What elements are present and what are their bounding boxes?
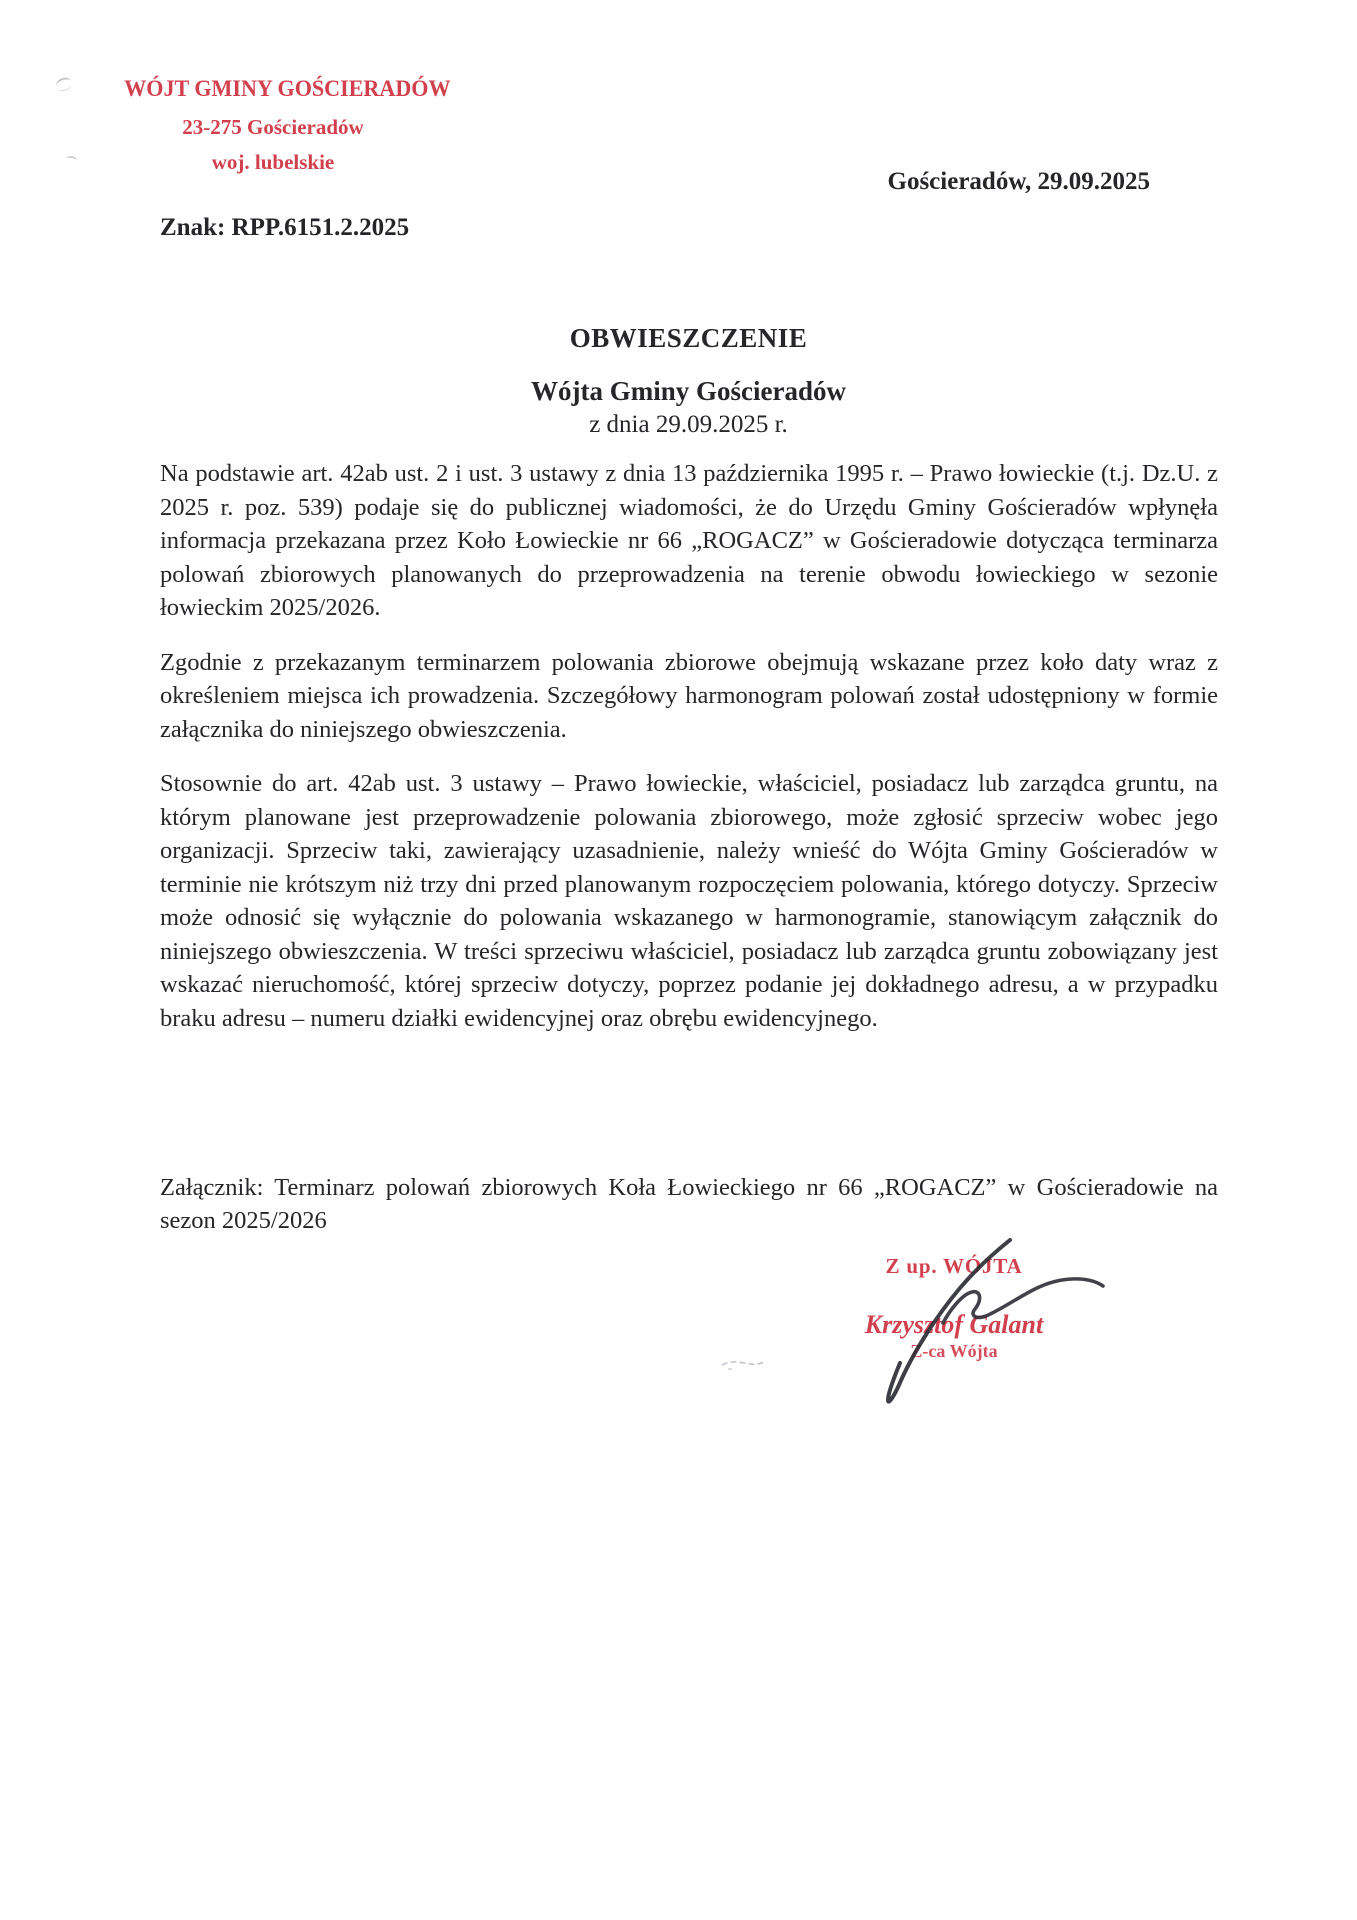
paragraph-hunting-schedule: Zgodnie z przekazanym terminarzem polowania zbiorowe obejmują wskazane przez koło daty wraz z określeniem miejsca ich prowadzenia. Szczegółowy harmonogram polowań został udostępniony w formie załącznika do niniejszego obwieszczenia.: [160, 648, 1218, 743]
scan-artifact: [55, 76, 73, 92]
attachment-note: Załącznik: Terminarz polowań zbiorowych Koła Łowieckiego nr 66 „ROGACZ” w Gościeradowie na sezon 2025/2026: [160, 1173, 1218, 1234]
title-block: [160, 322, 1217, 440]
pencil-mark: [720, 1358, 766, 1372]
document-subtitle: Wójta Gminy Gościeradów: [531, 376, 846, 406]
signatory-name: Krzysztof Galant: [864, 1310, 1044, 1339]
sender-stamp-voivodeship: woj. lubelskie: [211, 150, 335, 174]
signatory-position: Z-ca Wójta: [910, 1341, 998, 1361]
document-date-line: z dnia 29.09.2025 r.: [589, 411, 788, 438]
sender-stamp-office: WÓJT GMINY GOŚCIERADÓW: [124, 76, 451, 101]
signature-authorization: Z up. WÓJTA: [885, 1254, 1023, 1278]
signature-stamp: [845, 1254, 1063, 1362]
sender-stamp-address: 23-275 Gościeradów: [182, 115, 364, 139]
reference-number: Znak: RPP.6151.2.2025: [160, 214, 410, 241]
document-body: [160, 457, 1218, 1056]
paragraph-objection-rules: Stosownie do art. 42ab ust. 3 ustawy – Prawo łowieckie, właściciel, posiadacz lub zarządca gruntu, na którym planowane jest przeprowadzenie polowania zbiorowego, może zgłosić sprzeciw wobec jego organizacji. Sprzeciw taki, zawierający uzasadnienie, należy wnieść do Wójta Gminy Gościeradów w terminie nie krótszym niż trzy dni przed planowanym rozpoczęciem polowania, którego dotyczy. Sprzeciw może odnosić się wyłącznie do polowania wskazanego w harmonogramie, stanowiącym załącznik do niniejszego obwieszczenia. W treści sprzeciwu właściciel, posiadacz lub zarządca gruntu zobowiązany jest wskazać nieruchomość, której sprzeciw dotyczy, poprzez podanie jej dokładnego adresu, a w przypadku braku adresu – numeru działki ewidencyjnej oraz obrębu ewidencyjnego.: [160, 770, 1218, 1032]
paragraph-legal-basis: Na podstawie art. 42ab ust. 2 i ust. 3 ustawy z dnia 13 października 1995 r. – Prawo łowieckie (t.j. Dz.U. z 2025 r. poz. 539) podaje się do publicznej wiadomości, że do Urzędu Gminy Gościeradów wpłynęła informacja przekazana przez Koło Łowieckie nr 66 „ROGACZ” w Gościeradowie dotycząca terminarza polowań zbiorowych planowanych do przeprowadzenia na terenie obwodu łowieckiego w sezonie łowieckim 2025/2026.: [160, 460, 1218, 621]
document-title: OBWIESZCZENIE: [569, 323, 808, 353]
scan-artifact: [65, 155, 77, 164]
place-and-date: Gościeradów, 29.09.2025: [887, 168, 1150, 195]
sender-stamp: [118, 74, 451, 176]
